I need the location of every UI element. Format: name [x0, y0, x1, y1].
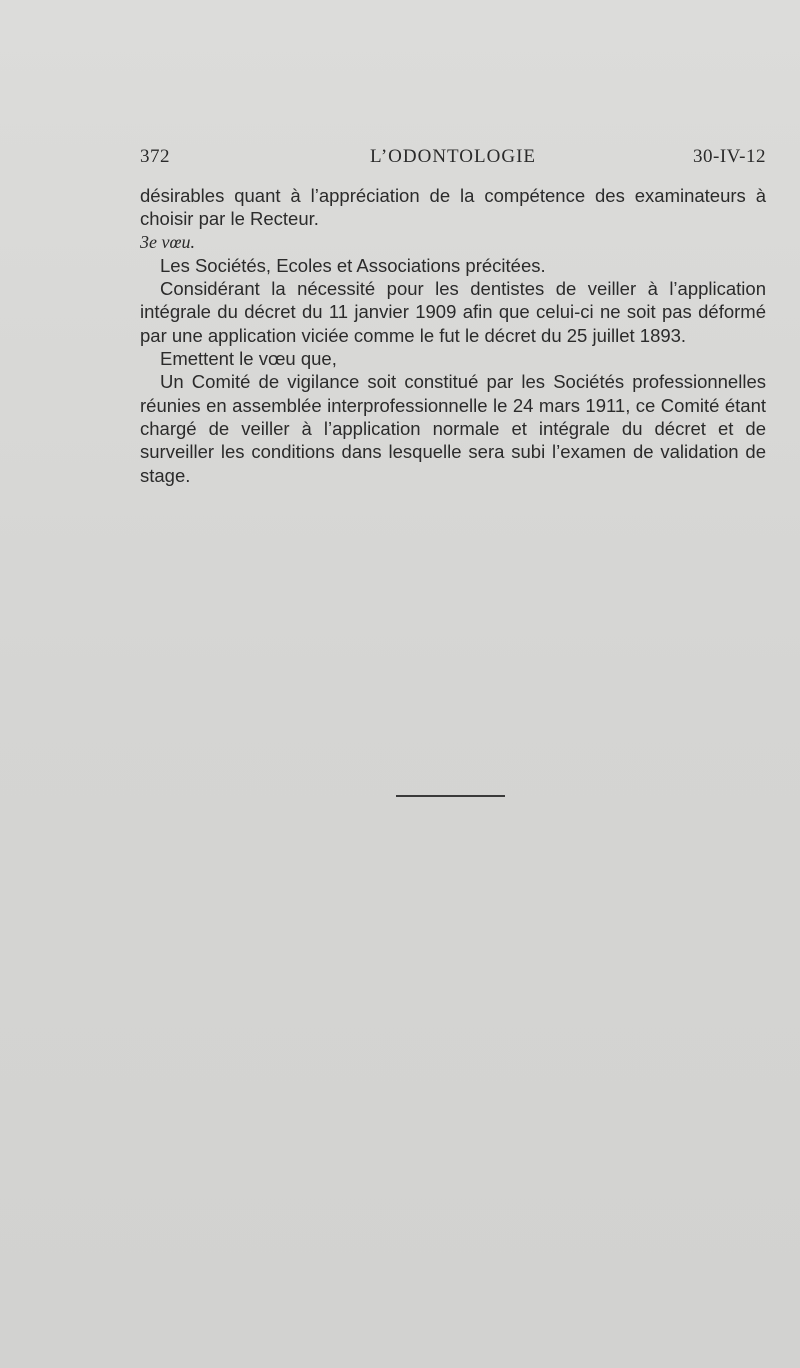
paragraph: Considérant la nécessité pour les dentistes de veiller à l’application intégrale du décret du 11 janvier 1909 afin que celui-ci ne soit pas déformé par une application viciée comme le fut le décret du 25 juillet 1893. [140, 278, 766, 346]
main-text [140, 184, 766, 487]
paragraph: Les Sociétés, Ecoles et Associations précitées. [160, 254, 546, 276]
paragraph: Emettent le vœu que, [160, 348, 337, 370]
page-number: 372 [140, 146, 170, 167]
section-title: 3e vœu. [140, 231, 195, 252]
continuation-paragraph: désirables quant à l’appréciation de la compétence des examinateurs à choisir par le Recteur. [140, 185, 766, 230]
issue-date: 30-IV-12 [693, 146, 766, 167]
closing-rule [396, 795, 505, 797]
running-title: L’ODONTOLOGIE [369, 146, 537, 167]
paragraph: Un Comité de vigilance soit constitué par les Sociétés professionnelles réunies en assemblée interprofessionnelle le 24 mars 1911, ce Comité étant chargé de veiller à l’application normale et intégrale du décret et de surveiller les conditions dans lesquelle sera subi l’examen de validation de stage. [140, 371, 766, 486]
page-header [140, 146, 766, 176]
